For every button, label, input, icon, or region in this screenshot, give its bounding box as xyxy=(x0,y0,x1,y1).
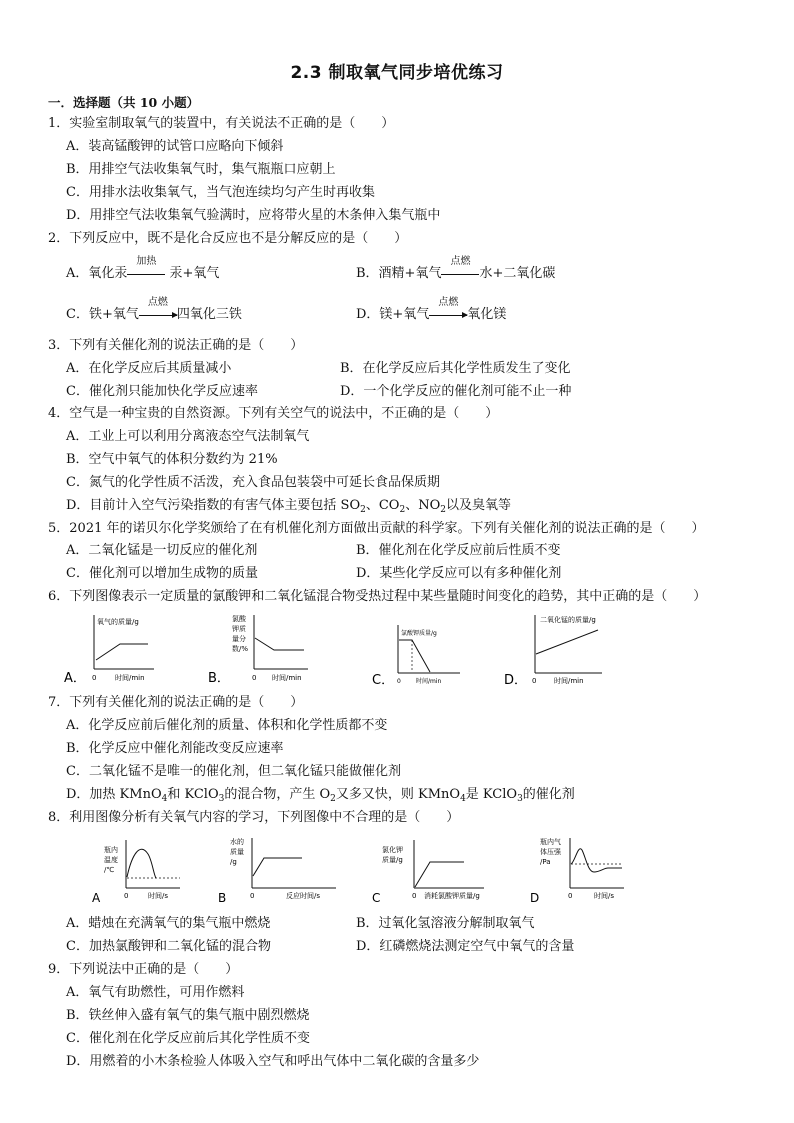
subscript: 2 xyxy=(330,794,336,804)
question-1-option-d[interactable]: D．用排空气法收集氧气验满时，应将带火星的木条伸入集气瓶中 xyxy=(66,208,441,223)
graph-letter: C． xyxy=(372,673,395,688)
option-text: D．目前计入空气污染指数的有害气体主要包括 SO xyxy=(66,498,361,513)
option-text: 是 KClO xyxy=(465,787,518,802)
question-4-option-b[interactable]: B．空气中氧气的体积分数约为 21% xyxy=(66,452,278,467)
question-5-option-d[interactable]: D．某些化学反应可以有多种催化剂 xyxy=(356,566,562,581)
graph-letter: B． xyxy=(208,671,230,686)
graph-curve xyxy=(255,638,304,650)
question-6-graph-c[interactable] xyxy=(370,610,470,690)
graph-letter: A xyxy=(92,891,101,905)
graph-origin: 0 xyxy=(532,677,537,685)
option-text: 和 KClO xyxy=(167,787,219,802)
subscript: 4 xyxy=(460,794,466,804)
graph-xlabel: 时间/s xyxy=(148,892,169,900)
graph-ylabel: /Pa xyxy=(540,858,551,866)
graph-ylabel: 氧气的质量/g xyxy=(97,618,139,626)
question-7-option-b[interactable]: B．化学反应中催化剂能改变反应速率 xyxy=(66,741,284,756)
question-9-option-a[interactable]: A．氧气有助燃性，可用作燃料 xyxy=(66,985,245,1000)
question-3-option-b[interactable]: B．在化学反应后其化学性质发生了变化 xyxy=(340,361,571,376)
graph-ylabel: 温度 xyxy=(104,856,118,864)
question-3-option-c[interactable]: C．催化剂只能加快化学反应速率 xyxy=(66,384,258,399)
equation-sign xyxy=(441,255,479,279)
graph-ylabel: 体压强 xyxy=(540,848,561,856)
question-4-stem: 4．空气是一种宝贵的自然资源。下列有关空气的说法中，不正确的是（ ） xyxy=(48,406,499,421)
question-5-option-c[interactable]: C．催化剂可以增加生成物的质量 xyxy=(66,566,258,581)
question-2-option-b[interactable] xyxy=(356,255,556,283)
graph-xlabel: 消耗氯酸钾质量/g xyxy=(424,892,480,900)
question-5-option-a[interactable]: A．二氧化锰是一切反应的催化剂 xyxy=(66,543,258,558)
graph-xlabel: 时间/min xyxy=(272,674,302,682)
graph-curve xyxy=(127,849,156,878)
graph-origin: 0 xyxy=(397,678,401,685)
question-8-graph-b[interactable] xyxy=(214,832,344,908)
question-5-stem: 5．2021 年的诺贝尔化学奖颁给了在有机催化剂方面做出贡献的科学家。下列有关催化剂的说法正确的是（ ） xyxy=(48,521,705,536)
question-8-option-c[interactable]: C．加热氯酸钾和二氧化锰的混合物 xyxy=(66,939,271,954)
reaction-arrow xyxy=(139,296,177,320)
graph-origin: 0 xyxy=(250,892,255,900)
graph-xlabel: 时间/min xyxy=(554,677,584,685)
graph-xlabel: 时间/min xyxy=(115,674,145,682)
product-text: 水+二氧化碳 xyxy=(479,266,556,281)
reactant-text: B．酒精+氧气 xyxy=(356,266,442,281)
section-heading: 一．选择题（共 10 小题） xyxy=(48,95,200,110)
question-8-option-a[interactable]: A．蜡烛在充满氧气的集气瓶中燃烧 xyxy=(66,916,271,931)
reaction-condition: 点燃 xyxy=(450,255,471,267)
graph-ylabel: 钾质 xyxy=(232,625,246,633)
question-2-option-c[interactable] xyxy=(66,296,242,324)
product-text: 汞+氧气 xyxy=(169,266,220,281)
graph-ylabel: 氯酸钾质量/g xyxy=(401,630,437,637)
graph-origin: 0 xyxy=(568,892,573,900)
question-6-graph-a[interactable] xyxy=(60,610,160,690)
subscript: 2 xyxy=(399,505,406,515)
graph-curve xyxy=(96,644,148,660)
subscript: 3 xyxy=(218,794,225,804)
question-8-stem: 8．利用图像分析有关氧气内容的学习，下列图像中不合理的是（ ） xyxy=(48,810,460,825)
product-text: 氧化镁 xyxy=(467,307,507,322)
question-2-option-d[interactable] xyxy=(356,296,507,324)
question-3-option-d[interactable]: D．一个化学反应的催化剂可能不止一种 xyxy=(340,384,572,399)
subscript: 4 xyxy=(161,794,168,804)
question-1-option-c[interactable]: C．用排水法收集氧气，当气泡连续均匀产生时再收集 xyxy=(66,185,375,200)
reaction-condition: 点燃 xyxy=(438,296,459,308)
subscript: 2 xyxy=(360,505,366,515)
question-2-stem: 2．下列反应中，既不是化合反应也不是分解反应的是（ ） xyxy=(48,231,408,246)
graph-ylabel: 氯酸 xyxy=(232,615,246,623)
graph-curve xyxy=(536,630,598,654)
option-text: 的催化剂 xyxy=(522,787,575,802)
subscript: 2 xyxy=(440,505,446,515)
question-3-option-a[interactable]: A．在化学反应后其质量减小 xyxy=(66,361,232,376)
question-9-option-b[interactable]: B．铁丝伸入盛有氧气的集气瓶中剧烈燃烧 xyxy=(66,1008,310,1023)
graph-curve xyxy=(253,858,302,876)
graph-curve xyxy=(399,640,430,672)
graph-ylabel: /℃ xyxy=(104,866,115,874)
reactant-text: D．镁+氧气 xyxy=(356,307,430,322)
question-1-option-a[interactable]: A．装高锰酸钾的试管口应略向下倾斜 xyxy=(66,139,284,154)
option-text: 又多又快，则 KMnO xyxy=(335,787,461,802)
graph-letter: D xyxy=(530,891,540,905)
option-text: 以及臭氧等 xyxy=(445,498,511,513)
reaction-arrow xyxy=(429,296,467,320)
question-2-option-a[interactable] xyxy=(66,255,220,283)
graph-curve xyxy=(415,862,464,887)
subscript: 3 xyxy=(517,794,523,804)
graph-xlabel: 反应时间/s xyxy=(286,892,321,900)
reactant-text: C．铁+氧气 xyxy=(66,307,139,322)
graph-origin: 0 xyxy=(124,892,129,900)
graph-ylabel: 瓶内气 xyxy=(540,838,561,846)
question-8-graph-c[interactable] xyxy=(368,832,498,908)
graph-ylabel: 氯化钾 xyxy=(382,846,403,854)
graph-letter: C xyxy=(372,891,381,905)
question-8-option-b[interactable]: B．过氧化氢溶液分解制取氧气 xyxy=(356,916,535,931)
question-5-option-b[interactable]: B．催化剂在化学反应前后性质不变 xyxy=(356,543,561,558)
question-6-stem: 6．下列图像表示一定质量的氯酸钾和二氧化锰混合物受热过程中某些量随时间变化的趋势，其中正确的是（ ） xyxy=(48,589,707,604)
option-text: 的混合物，产生 O xyxy=(224,787,331,802)
question-7-stem: 7．下列有关催化剂的说法正确的是（ ） xyxy=(48,695,304,710)
question-6-graph-b[interactable] xyxy=(208,610,308,690)
graph-origin: 0 xyxy=(252,674,257,682)
graph-ylabel: 瓶内 xyxy=(104,846,118,854)
question-8-graph-a[interactable] xyxy=(88,832,198,908)
question-7-option-a[interactable]: A．化学反应前后催化剂的质量、体积和化学性质都不变 xyxy=(66,718,388,733)
question-7-option-c[interactable]: C．二氧化锰不是唯一的催化剂，但二氧化锰只能做催化剂 xyxy=(66,764,401,779)
graph-ylabel: 水的 xyxy=(230,838,244,846)
graph-curve xyxy=(571,849,622,872)
question-8-graph-d[interactable] xyxy=(528,832,638,908)
option-text: 、NO xyxy=(405,498,441,513)
graph-ylabel: 量分 xyxy=(232,635,246,643)
question-4-option-a[interactable]: A．工业上可以利用分离液态空气法制氧气 xyxy=(66,429,310,444)
graph-xlabel: 时间/s xyxy=(594,892,615,900)
reactant-text: A．氧化汞 xyxy=(66,266,128,281)
question-6-graph-d[interactable] xyxy=(502,610,622,690)
graph-ylabel: 数/% xyxy=(232,645,249,653)
reaction-condition: 点燃 xyxy=(147,296,168,308)
option-text: 、CO xyxy=(365,498,400,513)
equation-sign xyxy=(127,255,165,279)
question-9-option-d[interactable]: D．用燃着的小木条检验人体吸入空气和呼出气体中二氧化碳的含量多少 xyxy=(66,1054,480,1069)
question-9-stem: 9．下列说法中正确的是（ ） xyxy=(48,962,239,977)
question-7-option-d[interactable] xyxy=(66,786,575,808)
graph-ylabel: 二氧化锰的质量/g xyxy=(540,616,596,624)
question-3-stem: 3．下列有关催化剂的说法正确的是（ ） xyxy=(48,338,304,353)
page-title: 2.3 制取氧气同步培优练习 xyxy=(290,63,504,83)
graph-letter: D． xyxy=(504,673,528,688)
question-4-option-c[interactable]: C．氮气的化学性质不活泼，充入食品包装袋中可延长食品保质期 xyxy=(66,475,440,490)
question-1-stem: 1．实验室制取氧气的装置中，有关说法不正确的是（ ） xyxy=(48,116,395,131)
graph-xlabel: 时间/min xyxy=(416,678,442,685)
question-4-option-d[interactable] xyxy=(66,497,511,519)
graph-ylabel: /g xyxy=(230,858,237,866)
question-8-option-d[interactable]: D．红磷燃烧法测定空气中氧气的含量 xyxy=(356,939,575,954)
reaction-condition: 加热 xyxy=(136,255,157,267)
graph-ylabel: 质量 xyxy=(230,848,244,856)
product-text: 四氧化三铁 xyxy=(176,307,242,322)
graph-letter: A． xyxy=(64,671,86,686)
graph-origin: 0 xyxy=(92,674,97,682)
question-9-option-c[interactable]: C．催化剂在化学反应前后其化学性质不变 xyxy=(66,1031,310,1046)
graph-origin: 0 xyxy=(412,892,417,900)
question-1-option-b[interactable]: B．用排空气法收集氧气时，集气瓶瓶口应朝上 xyxy=(66,162,336,177)
graph-ylabel: 质量/g xyxy=(382,856,403,864)
graph-letter: B xyxy=(218,891,227,905)
option-text: D．加热 KMnO xyxy=(66,787,162,802)
